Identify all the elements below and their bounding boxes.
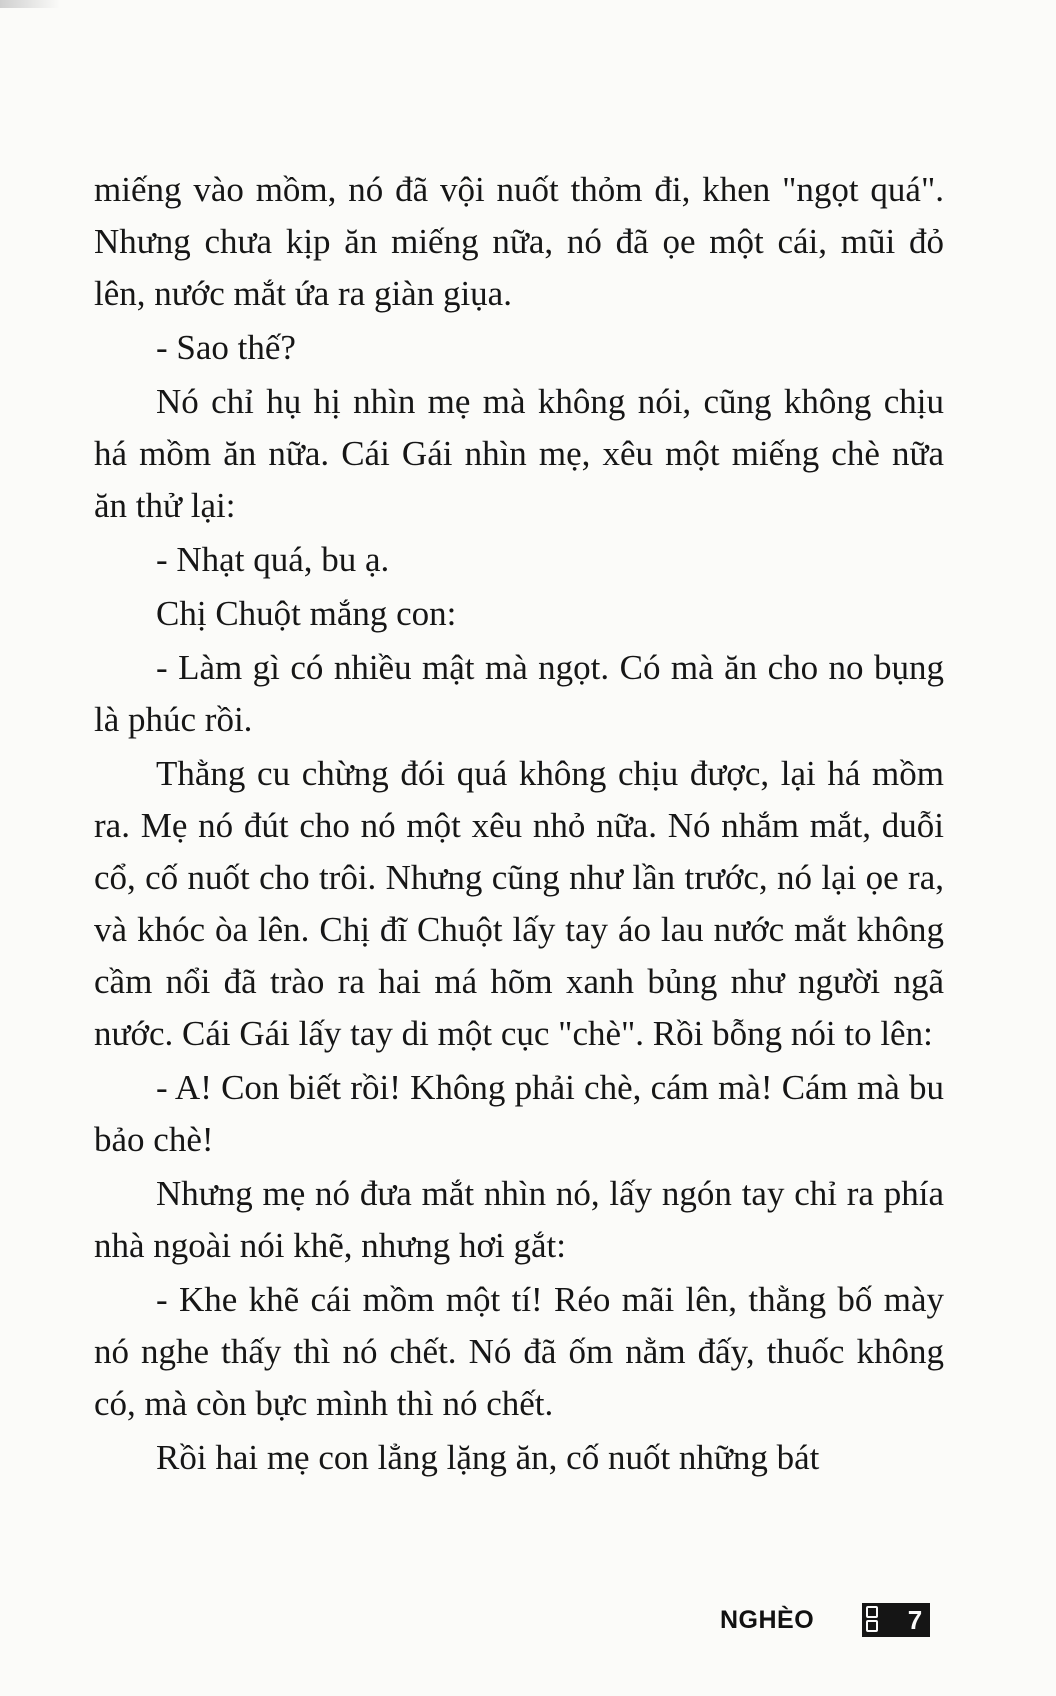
running-title: NGHÈO	[720, 1605, 815, 1634]
body-text	[94, 164, 944, 1484]
paragraph-6: - Làm gì có nhiều mật mà ngọt. Có mà ăn cho no bụng là phúc rồi.	[94, 648, 944, 739]
paragraph-9: Nhưng mẹ nó đưa mắt nhìn nó, lấy ngón tay chỉ ra phía nhà ngoài nói khẽ, nhưng hơi gắt:	[94, 1174, 944, 1265]
paragraph-2: - Sao thế?	[156, 328, 296, 367]
publisher-logo-icon	[866, 1606, 880, 1634]
paragraph-5: Chị Chuột mắng con:	[156, 594, 457, 633]
paragraph-1: miếng vào mồm, nó đã vội nuốt thỏm đi, khen "ngọt quá". Nhưng chưa kịp ăn miếng nữa, nó đã ọe một cái, mũi đỏ lên, nước mắt ứa ra giàn giụa.	[94, 170, 944, 313]
page-footer	[720, 1600, 930, 1640]
scan-edge-mark	[0, 0, 60, 8]
page-number: 7	[907, 1604, 923, 1635]
paragraph-7: Thằng cu chừng đói quá không chịu được, lại há mồm ra. Mẹ nó đút cho nó một xêu nhỏ nữa. Nó nhắm mắt, duỗi cổ, cố nuốt cho trôi. Nhưng cũng như lần trước, nó lại ọe ra, và khóc òa lên. Chị đĩ Chuột lấy tay áo lau nước mắt không cầm nổi đã trào ra hai má hõm xanh bủng như người ngã nước. Cái Gái lấy tay di một cục "chè". Rồi bỗng nói to lên:	[94, 754, 944, 1053]
paragraph-8: - A! Con biết rồi! Không phải chè, cám mà! Cám mà bu bảo chè!	[94, 1068, 944, 1159]
page-number-box	[862, 1603, 930, 1637]
paragraph-4: - Nhạt quá, bu ạ.	[156, 540, 390, 579]
paragraph-3: Nó chỉ hụ hị nhìn mẹ mà không nói, cũng không chịu há mồm ăn nữa. Cái Gái nhìn mẹ, xêu một miếng chè nữa ăn thử lại:	[94, 382, 944, 525]
paragraph-11: Rồi hai mẹ con lẳng lặng ăn, cố nuốt những bát	[156, 1438, 820, 1477]
paragraph-10: - Khe khẽ cái mồm một tí! Réo mãi lên, thằng bố mày nó nghe thấy thì nó chết. Nó đã ốm nằm đấy, thuốc không có, mà còn bực mình thì nó chết.	[94, 1280, 944, 1423]
